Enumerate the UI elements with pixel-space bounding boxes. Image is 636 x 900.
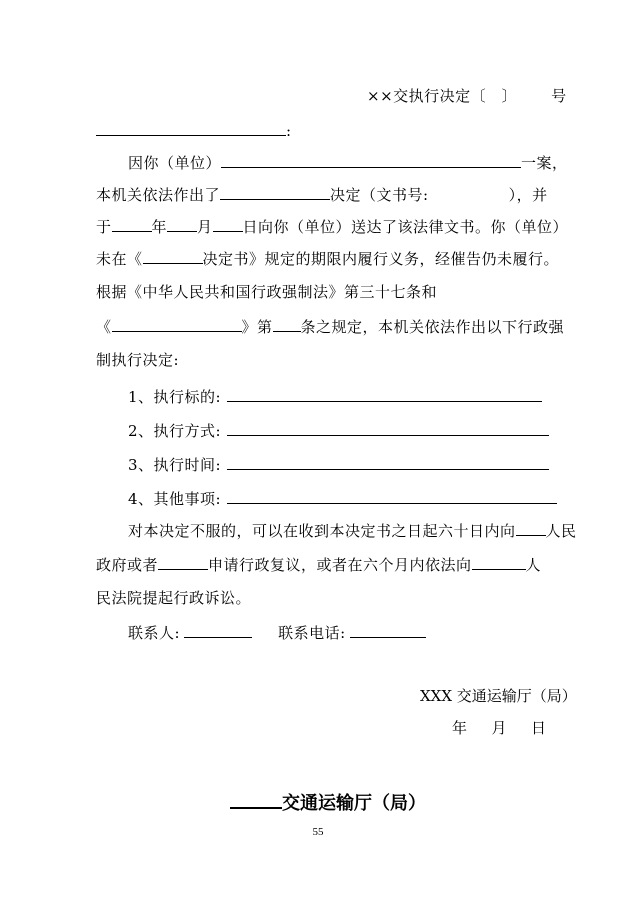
addressee-blank — [96, 118, 286, 136]
item-4-blank — [227, 486, 557, 504]
month-blank — [167, 214, 197, 232]
text-p2c: ），并 — [508, 186, 548, 204]
people-government-blank — [516, 518, 546, 536]
text-a2a: 政府或者 — [96, 556, 159, 574]
reference-text: ××交执行决定〔 〕 — [367, 87, 518, 105]
text-a1-end: 人民 — [545, 522, 577, 540]
item-1-blank — [227, 384, 542, 402]
page-number: 55 — [312, 826, 324, 838]
contact-phone-blank — [350, 620, 426, 638]
text-p4a: 未在《 — [96, 250, 143, 268]
case-blank — [221, 150, 521, 168]
signature-org — [420, 684, 577, 708]
signature-org-text: XXX 交通运输厅（局） — [420, 687, 577, 705]
footer-title-text: 交通运输厅（局） — [282, 793, 426, 814]
day-blank — [213, 214, 243, 232]
para-line-7 — [96, 348, 179, 372]
contact-line — [128, 620, 426, 644]
date-year: 年 — [452, 719, 468, 737]
reconsideration-blank — [158, 552, 208, 570]
text-a2-end: 人 — [525, 556, 542, 574]
item-4 — [128, 486, 557, 510]
reference-suffix: 号 — [551, 87, 567, 105]
footer-title — [230, 786, 426, 814]
text-p2a: 本机关依法作出了 — [96, 186, 221, 204]
item-2 — [128, 418, 549, 442]
text-p3b: 日向你（单位）送达了该法律文书。你（单位） — [242, 218, 569, 236]
para-line-1 — [128, 150, 568, 174]
item-2-label: 2、执行方式: — [128, 422, 222, 440]
text-month: 月 — [197, 218, 213, 236]
date-day: 日 — [531, 719, 547, 737]
text-p5: 根据《中华人民共和国行政强制法》第三十七条和 — [96, 283, 438, 301]
item-1-label: 1、执行标的: — [128, 388, 222, 406]
text-a3: 民法院提起行政诉讼。 — [96, 589, 252, 607]
appeal-line-1 — [128, 518, 577, 542]
text-p1a: 因你（单位） — [128, 154, 222, 172]
para-line-4 — [96, 246, 559, 270]
text-a2b: 申请行政复议，或者在六个月内依法向 — [208, 556, 472, 574]
date-month: 月 — [491, 719, 508, 737]
text-p2b: 决定（文书号: — [330, 186, 429, 204]
para-line-2 — [96, 182, 548, 206]
addressee-line — [96, 118, 292, 142]
contact-person-label: 联系人: — [128, 624, 181, 642]
text-p4b: 决定书》规定的期限内履行义务，经催告仍未履行。 — [202, 250, 560, 268]
addressee-colon: : — [286, 122, 292, 140]
reference-number — [367, 84, 567, 108]
para-line-6 — [96, 314, 564, 338]
appeal-line-2 — [96, 552, 541, 576]
text-p3a: 于 — [96, 218, 112, 236]
court-blank — [472, 552, 526, 570]
text-p7: 制执行决定: — [96, 351, 180, 369]
item-2-blank — [227, 418, 549, 436]
item-4-label: 4、其他事项: — [128, 490, 222, 508]
item-1 — [128, 384, 542, 408]
appeal-line-3 — [96, 586, 251, 610]
decision-blank — [220, 182, 330, 200]
text-p1b: 一案， — [521, 154, 568, 172]
text-year: 年 — [151, 218, 168, 236]
para-line-5 — [96, 280, 437, 304]
para-line-3 — [96, 214, 568, 238]
year-blank — [112, 214, 152, 232]
text-a1: 对本决定不服的，可以在收到本决定书之日起六十日内向 — [128, 522, 516, 540]
item-3 — [128, 452, 549, 476]
contact-person-blank — [184, 620, 252, 638]
contact-phone-label: 联系电话: — [278, 624, 346, 642]
text-p6b: 》第 — [241, 318, 273, 336]
law-name-blank — [112, 314, 242, 332]
item-3-blank — [227, 452, 549, 470]
item-3-label: 3、执行时间: — [128, 456, 222, 474]
text-p6c: 条之规定，本机关依法作出以下行政强 — [300, 318, 565, 336]
article-blank — [273, 314, 301, 332]
signature-date — [452, 716, 547, 740]
document-name-blank — [143, 246, 203, 264]
footer-org-blank — [230, 786, 282, 809]
text-p6a: 《 — [96, 318, 112, 336]
